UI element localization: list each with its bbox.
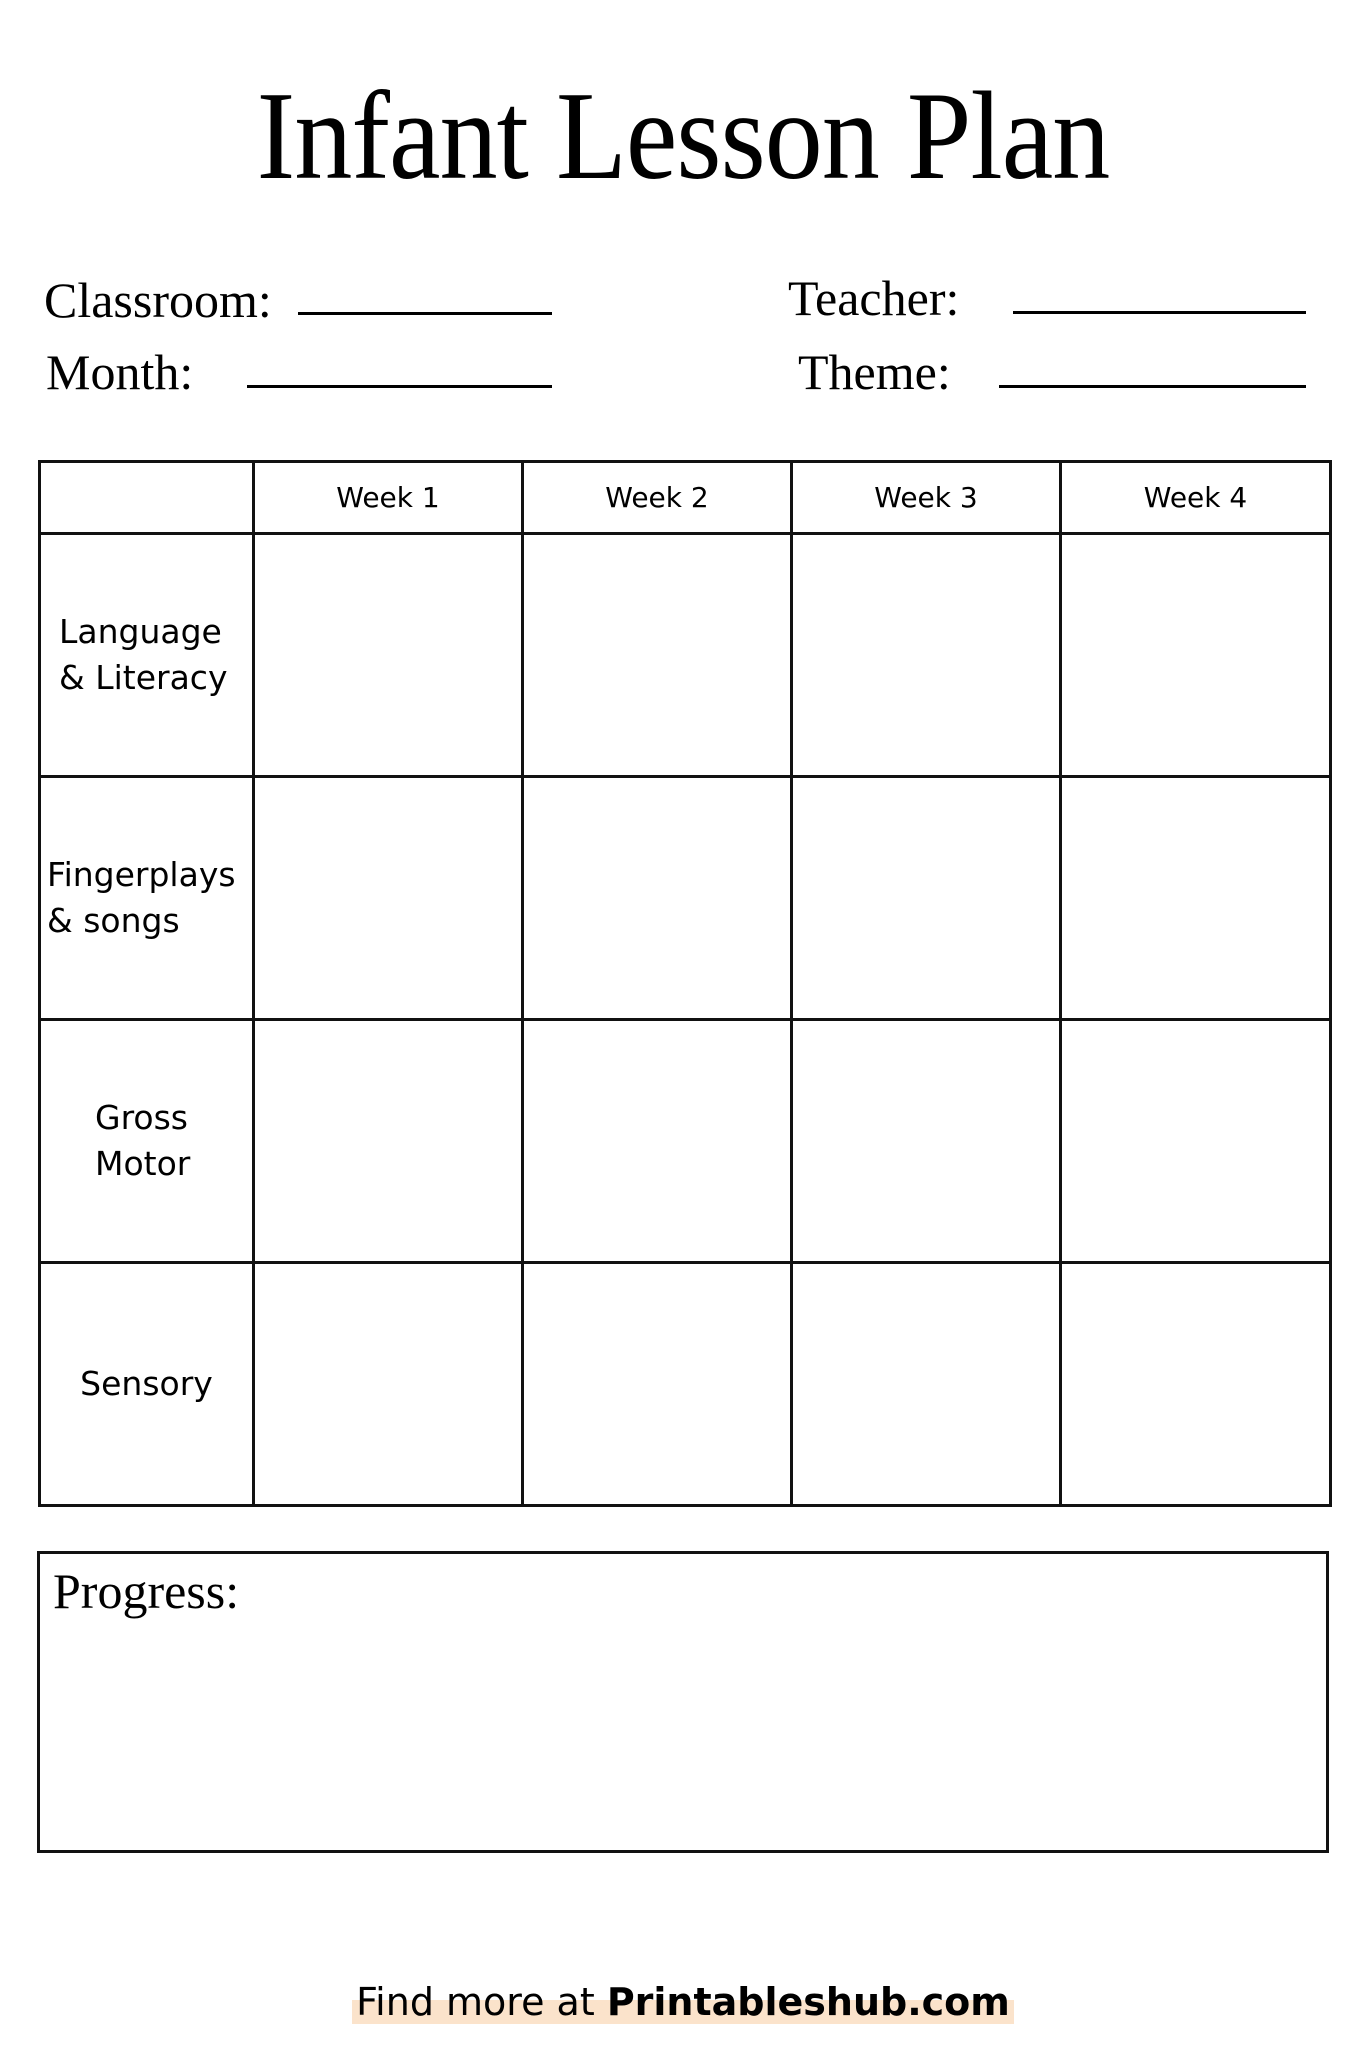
classroom-field[interactable]: [298, 312, 552, 315]
footer: [0, 1976, 1366, 2028]
month-field[interactable]: [247, 385, 552, 388]
row-label-line: & songs: [47, 901, 180, 940]
progress-label: Progress:: [53, 1563, 240, 1619]
teacher-label: Teacher:: [788, 270, 960, 326]
table-row: [40, 1263, 1331, 1506]
table-row: [40, 1020, 1331, 1263]
cell-fingerplays-week-2[interactable]: [523, 777, 792, 1020]
footer-site-link[interactable]: Printableshub.com: [606, 1980, 1010, 2024]
row-label-line: Sensory: [80, 1364, 213, 1403]
row-label-line: Motor: [95, 1144, 191, 1183]
footer-highlight: [352, 1980, 1014, 2024]
cell-language-week-4[interactable]: [1061, 534, 1331, 777]
teacher-field[interactable]: [1013, 311, 1306, 314]
header-week-3: Week 3: [792, 462, 1061, 534]
row-label-line: & Literacy: [59, 658, 228, 697]
cell-sensory-week-4[interactable]: [1061, 1263, 1331, 1506]
theme-field[interactable]: [999, 385, 1306, 388]
row-label-fingerplays-songs: [40, 777, 254, 1020]
cell-gross-motor-week-4[interactable]: [1061, 1020, 1331, 1263]
page-title: Infant Lesson Plan: [256, 67, 1110, 206]
footer-prefix: Find more at: [356, 1980, 607, 2024]
row-label-language-literacy: [40, 534, 254, 777]
cell-sensory-week-1[interactable]: [254, 1263, 523, 1506]
table-header-row: [40, 462, 1331, 534]
row-label-line: Language: [59, 612, 222, 651]
classroom-label: Classroom:: [44, 272, 272, 328]
row-label-gross-motor: [40, 1020, 254, 1263]
row-label-line: Gross: [95, 1098, 188, 1137]
cell-fingerplays-week-3[interactable]: [792, 777, 1061, 1020]
lesson-plan-table: [38, 460, 1332, 1507]
cell-sensory-week-3[interactable]: [792, 1263, 1061, 1506]
theme-label: Theme:: [798, 344, 951, 400]
cell-language-week-2[interactable]: [523, 534, 792, 777]
month-label: Month:: [46, 344, 194, 400]
cell-gross-motor-week-2[interactable]: [523, 1020, 792, 1263]
row-label-sensory: [40, 1263, 254, 1506]
cell-fingerplays-week-4[interactable]: [1061, 777, 1331, 1020]
cell-sensory-week-2[interactable]: [523, 1263, 792, 1506]
progress-box[interactable]: [37, 1551, 1329, 1853]
header-corner-cell: [40, 462, 254, 534]
cell-gross-motor-week-3[interactable]: [792, 1020, 1061, 1263]
table-row: [40, 777, 1331, 1020]
table-row: [40, 534, 1331, 777]
row-label-line: Fingerplays: [47, 855, 236, 894]
header-week-2: Week 2: [523, 462, 792, 534]
cell-fingerplays-week-1[interactable]: [254, 777, 523, 1020]
header-week-1: Week 1: [254, 462, 523, 534]
cell-gross-motor-week-1[interactable]: [254, 1020, 523, 1263]
cell-language-week-3[interactable]: [792, 534, 1061, 777]
header-week-4: Week 4: [1061, 462, 1331, 534]
cell-language-week-1[interactable]: [254, 534, 523, 777]
